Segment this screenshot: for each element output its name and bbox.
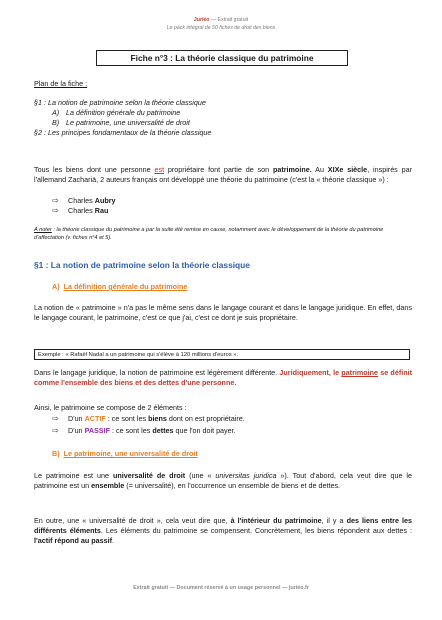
header-line1: — Extrait gratuit — [209, 17, 249, 23]
section1-heading: §1 : La notion de patrimoine selon la théorie classique — [34, 260, 250, 270]
page-footer: Extrait gratuit — Document réservé à un usage personnel — juriéo.fr — [133, 585, 309, 591]
legal-definition-paragraph: Dans le langage juridique, la notion de patrimoine est légèrement différente. Juridiquement, le patrimoine se définit comme l'ensemble des biens et des dettes d'une personne. — [34, 368, 412, 387]
page-header — [0, 16, 442, 32]
passif-item: ⇨ D'un PASSIF : ce sont les dettes que l'on doit payer. — [52, 426, 236, 435]
plan-a: A) La définition générale du patrimoine — [52, 108, 181, 117]
plan-b: B) Le patrimoine, une universalité de droit — [52, 118, 190, 127]
universalite-paragraph: Le patrimoine est une universalité de droit (une « universitas juridica »). Tout d'abord, cela veut dire que le patrimoine est un ensemble (= universalité), en l'occurrence un ensemble de biens et de dettes. — [34, 471, 412, 490]
actif-item: ⇨ D'un ACTIF : ce sont les biens dont on est propriétaire. — [52, 414, 245, 423]
author-item-aubry: ⇨ Charles Aubry — [52, 196, 116, 205]
definition-paragraph: La notion de « patrimoine » n'a pas le même sens dans le langage courant et dans le langage juridique. En effet, dans le langage courant, le patrimoine, c'est ce que j'ai, c'est ce dont je suis propriétaire. — [34, 303, 412, 322]
intro-paragraph: Tous les biens dont une personne est propriétaire font partie de son patrimoine. Au XIXe siècle, inspirés par l'allemand Zachariä, 2 auteurs français ont développé une théorie du patrimoine (c'est la « théorie classique ») : — [34, 165, 412, 184]
arrow-right-outline-icon: ⇨ — [52, 426, 59, 435]
plan-s2: §2 : Les principes fondamentaux de la théorie classique — [34, 128, 212, 137]
author-item-rau: ⇨ Charles Rau — [52, 206, 109, 215]
arrow-right-outline-icon: ⇨ — [52, 414, 59, 423]
note-paragraph: A noter : la théorie classique du patrimoine a par la suite été remise en cause, notamment avec le développement de la théorie du patrimoine d'affectation (v. fiches n°4 et 5). — [34, 227, 384, 241]
plan-heading: Plan de la fiche : — [34, 79, 88, 88]
subsection-a-heading: A) La définition générale du patrimoine — [52, 282, 188, 291]
page-title: Fiche n°3 : La théorie classique du patrimoine — [96, 50, 348, 66]
brand-logo: Juriéo — [193, 17, 210, 23]
components-intro: Ainsi, le patrimoine se compose de 2 éléments : — [34, 403, 187, 412]
liens-paragraph: En outre, une « universalité de droit », cela veut dire que, à l'intérieur du patrimoine, il y a des liens entre les différents éléments. Les éléments du patrimoine se compensent. Concrètement, les biens répondent aux dettes : l'actif répond au passif. — [34, 516, 413, 545]
arrow-right-outline-icon: ⇨ — [52, 196, 59, 205]
subsection-b-heading: B) Le patrimoine, une universalité de droit — [52, 449, 198, 458]
plan-s1: §1 : La notion de patrimoine selon la théorie classique — [34, 98, 206, 107]
header-line2: Le pack intégral de 50 fiches de droit des biens — [166, 25, 276, 31]
example-box: Exemple : « Rafaël Nadal a un patrimoine qui s'élève à 120 millions d'euros ». — [34, 349, 410, 360]
arrow-right-outline-icon: ⇨ — [52, 206, 59, 215]
